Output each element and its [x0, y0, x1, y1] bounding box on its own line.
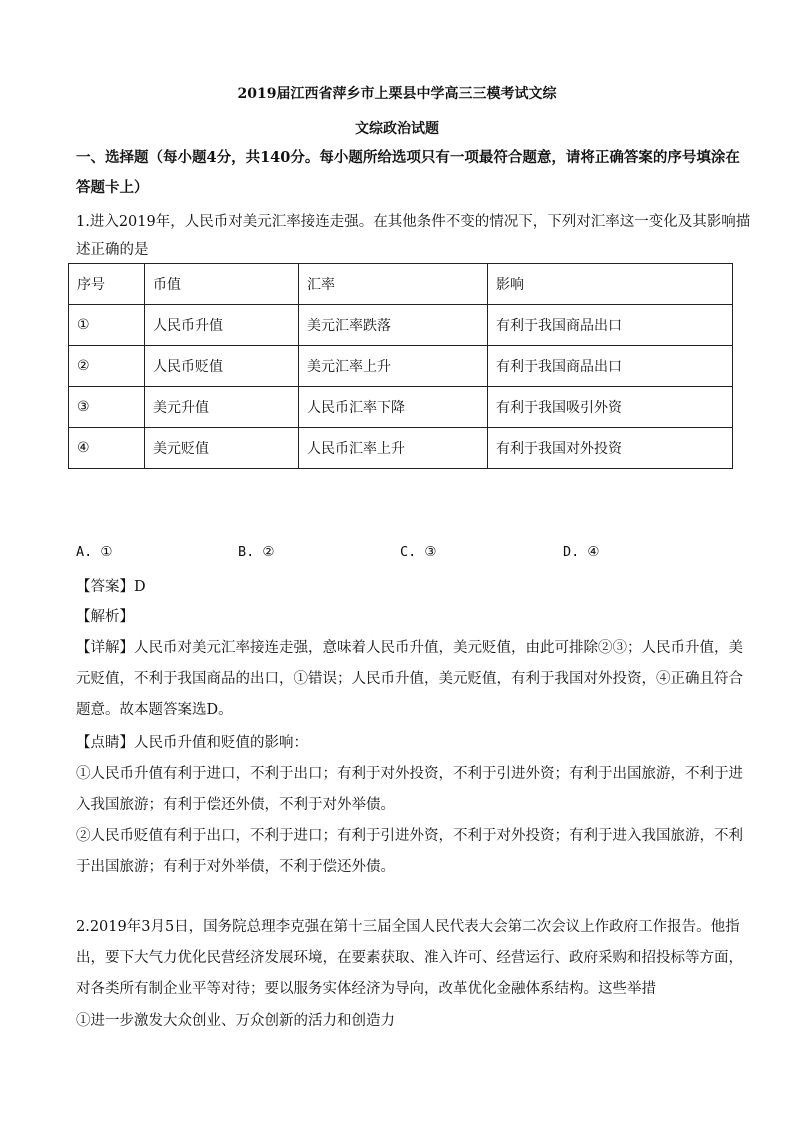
analysis-label: 【解析】 — [76, 609, 134, 625]
table-cell: ④ — [69, 428, 145, 469]
table-cell: 有利于我国吸引外资 — [488, 387, 733, 428]
choice-b: B. ② — [238, 544, 275, 560]
table-cell: 美元汇率跌落 — [299, 305, 488, 346]
table-header-cell: 汇率 — [299, 264, 488, 305]
table-header-cell: 币值 — [145, 264, 299, 305]
table-cell: ③ — [69, 387, 145, 428]
q2-stem: 2.2019年3月5日，国务院总理李克强在第十三届全国人民代表大会第二次会议上作政府工作报告。他指 — [76, 919, 740, 935]
q1-stem: 1.进入2019年，人民币对美元汇率接连走强。在其他条件不变的情况下，下列对汇率这一变化及其影响描 — [76, 214, 751, 230]
table-cell: 有利于我国对外投资 — [488, 428, 733, 469]
table-cell: ① — [69, 305, 145, 346]
table-row — [69, 387, 733, 428]
tip-text: 于出国旅游；有利于对外举债，不利于偿还外债。 — [76, 859, 395, 875]
answer-line: 【答案】D — [76, 579, 146, 595]
table-row — [69, 305, 733, 346]
table-header-cell: 序号 — [69, 264, 145, 305]
tip-text: 【点睛】人民币升值和贬值的影响： — [76, 735, 308, 751]
exam-subtitle: 文综政治试题 — [355, 121, 439, 137]
table-cell: 美元升值 — [145, 387, 299, 428]
table-cell: 人民币汇率上升 — [299, 428, 488, 469]
tip-text: 入我国旅游；有利于偿还外债，不利于对外举债。 — [76, 797, 395, 813]
q2-stem-cont: 出，要下大气力优化民营经济发展环境，在要素获取、准入许可、经营运行、政府采购和招投标等方面， — [76, 950, 743, 966]
section-heading: 一、选择题（每小题4分，共140分。每小题所给选项只有一项最符合题意，请将正确答案的序号填涂在 — [76, 149, 740, 166]
table-cell: 美元贬值 — [145, 428, 299, 469]
detail-text: 【详解】人民币对美元汇率接连走强，意味着人民币升值，美元贬值，由此可排除②③；人民币升值，美 — [76, 640, 743, 656]
table-header-cell: 影响 — [488, 264, 733, 305]
table-row — [69, 428, 733, 469]
section-heading-cont: 答题卡上） — [76, 179, 149, 196]
choice-c: C. ③ — [400, 544, 437, 560]
table-header-row — [69, 264, 733, 305]
table-cell: ② — [69, 346, 145, 387]
q2-stem-cont: 对各类所有制企业平等对待；要以服务实体经济为导向，改革优化金融体系结构。这些举措 — [76, 981, 656, 997]
table-cell: 美元汇率上升 — [299, 346, 488, 387]
q1-stem-cont: 述正确的是 — [76, 242, 149, 258]
choice-d: D. ④ — [563, 544, 600, 560]
q1-option-table — [68, 263, 733, 469]
table-cell: 有利于我国商品出口 — [488, 305, 733, 346]
tip-text: ①人民币升值有利于进口，不利于出口；有利于对外投资，不利于引进外资；有利于出国旅游，不利于进 — [76, 766, 743, 782]
detail-text: 题意。故本题答案选D。 — [76, 702, 233, 718]
table-cell: 人民币汇率下降 — [299, 387, 488, 428]
q2-option-1: ①进一步激发大众创业、万众创新的活力和创造力 — [76, 1013, 395, 1029]
tip-text: ②人民币贬值有利于出口，不利于进口；有利于引进外资，不利于对外投资；有利于进入我国旅游，不利 — [76, 828, 743, 844]
table-cell: 有利于我国商品出口 — [488, 346, 733, 387]
exam-title: 2019届江西省萍乡市上栗县中学高三三模考试文综 — [237, 86, 557, 102]
table-cell: 人民币贬值 — [145, 346, 299, 387]
table-row — [69, 346, 733, 387]
choice-a: A. ① — [76, 544, 113, 560]
table-cell: 人民币升值 — [145, 305, 299, 346]
detail-text: 元贬值，不利于我国商品的出口，①错误；人民币升值，美元贬值，有利于我国对外投资，④正确且符合 — [76, 671, 743, 687]
